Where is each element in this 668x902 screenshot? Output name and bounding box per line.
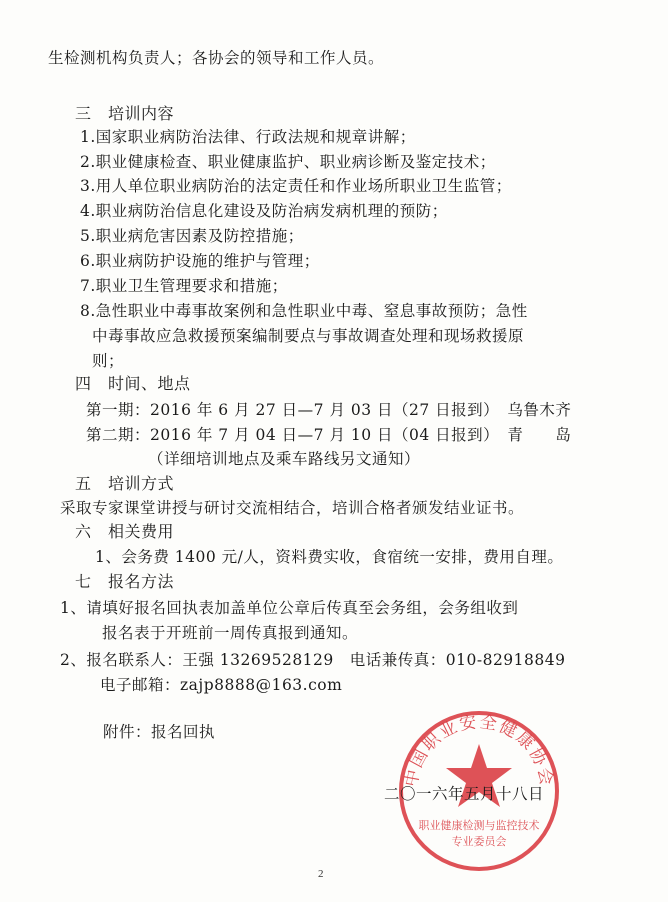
fees-text: 1、会务费 1400 元/人，资料费实收，食宿统一安排，费用自理。 [95,548,564,566]
list-item-2: 2.职业健康检查、职业健康监护、职业病诊断及鉴定技术； [80,153,496,171]
schedule-session-2: 第二期：2016 年 7 月 04 日—7 月 10 日（04 日报到） 青 岛 [86,426,572,444]
section-heading-registration: 七 报名方法 [75,572,175,591]
section-heading-training-content: 三 培训内容 [75,104,175,123]
schedule-session-1: 第一期：2016 年 6 月 27 日—7 月 03 日（27 日报到） 乌鲁木齐 [86,401,572,419]
list-item-8-line-3: 则； [92,352,125,370]
schedule-note: （详细培训地点及乘车路线另文通知） [148,450,421,468]
attachment-note: 附件：报名回执 [103,723,216,741]
section-heading-time-place: 四 时间、地点 [75,374,191,393]
section-heading-training-method: 五 培训方式 [75,474,175,493]
registration-contact: 2、报名联系人：王强 13269528129 电话兼传真：010-82918849 [60,651,566,669]
training-method-text: 采取专家课堂讲授与研讨交流相结合，培训合格者颁发结业证书。 [60,499,525,517]
seal-bottom-text: 职业健康检测与监控技术 [418,819,540,832]
registration-email: 电子邮箱：zajp8888@163.com [100,676,343,694]
list-item-7: 7.职业卫生管理要求和措施； [80,277,288,295]
text-line-intro-end: 生检测机构负责人；各协会的领导和工作人员。 [48,49,385,67]
list-item-6: 6.职业病防护设施的维护与管理； [80,252,320,270]
document-date: 二〇一六年五月十八日 [384,785,545,803]
registration-step-1-line-1: 1、请填好报名回执表加盖单位公章后传真至会务组，会务组收到 [60,599,519,617]
seal-bottom-text-2: 专业委员会 [451,835,507,848]
list-item-3: 3.用人单位职业病防治的法定责任和作业场所职业卫生监管； [80,177,512,195]
list-item-8-line-2: 中毒事故应急救援预案编制要点与事故调查处理和现场救援原 [92,327,525,345]
section-heading-fees: 六 相关费用 [75,522,175,541]
list-item-5: 5.职业病危害因素及防控措施； [80,227,304,245]
seal-top-text: 中国职业安全健康协会 [401,712,557,789]
list-item-1: 1.国家职业病防治法律、行政法规和规章讲解； [80,128,416,146]
list-item-8-line-1: 8.急性职业中毒事故案例和急性职业中毒、窒息事故预防；急性 [80,302,528,320]
list-item-4: 4.职业病防治信息化建设及防治病发病机理的预防； [80,202,448,220]
registration-step-1-line-2: 报名表于开班前一周传真报到通知。 [102,624,359,642]
page-number: 2 [318,868,324,880]
